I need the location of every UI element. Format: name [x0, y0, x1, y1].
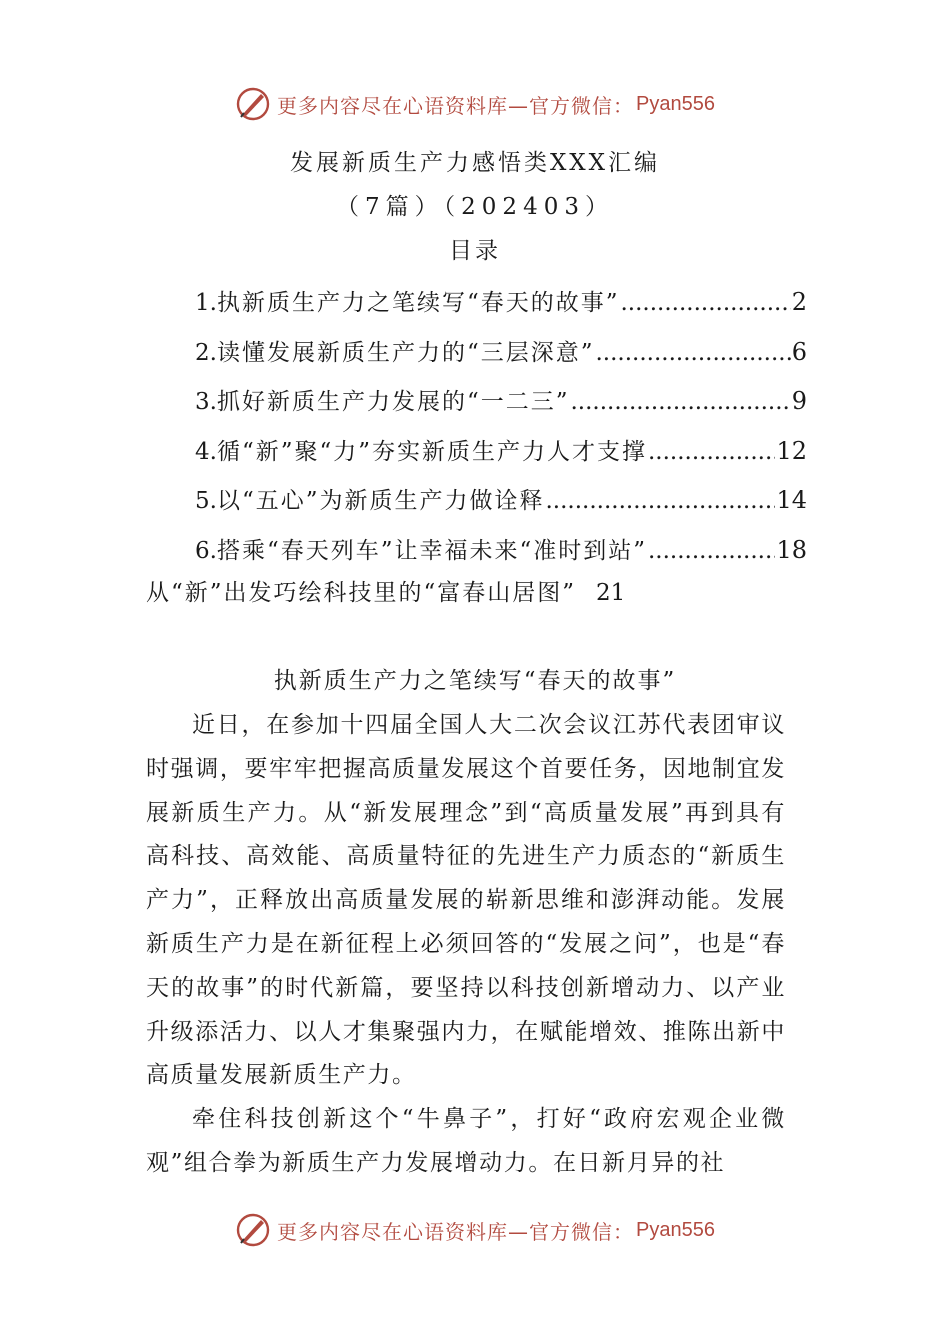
toc-item-4[interactable] — [195, 433, 807, 483]
toc-item-number: 3. — [195, 389, 217, 415]
toc-leader-dots — [648, 538, 775, 564]
document-title: 发展新质生产力感悟类XXX汇编 — [289, 150, 661, 176]
watermark-text: 更多内容尽在心语资料库—官方微信： — [277, 93, 635, 118]
article-paragraph: 牵住科技创新这个“牛鼻子”，打好“政府宏观企业微观”组合拳为新质生产力发展增动力。在日新月异的社 — [146, 1106, 786, 1176]
toc-item-title: 读懂发展新质生产力的“三层深意” — [216, 339, 595, 366]
toc-leader-dots — [648, 439, 775, 465]
document-subtitle: （7篇）（202403） — [336, 194, 614, 220]
toc-item-page: 12 — [776, 436, 807, 465]
toc-item-number: 6. — [195, 537, 217, 564]
toc-item-title: 抓好新质生产力发展的“一二三” — [216, 389, 570, 415]
toc-item-3[interactable] — [195, 383, 807, 433]
toc-item-title: 从“新”出发巧绘科技里的“富春山居图” — [146, 580, 577, 606]
article-body — [146, 704, 786, 1186]
quill-pen-logo-icon — [235, 1212, 271, 1248]
toc-item-5[interactable] — [195, 482, 807, 532]
toc-heading: 目录 — [449, 238, 501, 264]
watermark-wechat-id: Pyan556 — [636, 1218, 715, 1241]
toc-item-1[interactable] — [195, 284, 807, 334]
toc-leader-dots — [595, 340, 790, 366]
watermark-wechat-id: Pyan556 — [636, 92, 715, 115]
toc-item-page: 21 — [596, 580, 626, 606]
toc-item-page: 2 — [791, 288, 807, 316]
toc-item-page: 18 — [776, 535, 807, 564]
toc-leader-dots — [570, 389, 790, 415]
watermark-bottom — [0, 1210, 950, 1250]
toc-item-2[interactable] — [195, 334, 807, 384]
toc-item-page: 6 — [791, 337, 807, 366]
toc-leader-dots — [545, 488, 775, 514]
toc-item-number: 2. — [195, 339, 217, 366]
toc-item-title: 以“五心”为新质生产力做诠释 — [216, 488, 545, 514]
toc-item-7[interactable] — [146, 574, 625, 607]
article-title: 执新质生产力之笔续写“春天的故事” — [273, 668, 677, 694]
toc-leader-dots — [620, 290, 790, 316]
toc-item-number: 1. — [195, 290, 217, 316]
toc-item-page: 9 — [791, 387, 807, 415]
article-paragraph: 近日，在参加十四届全国人大二次会议江苏代表团审议时强调，要牢牢把握高质量发展这个首要任务，因地制宜发展新质生产力。从“新发展理念”到“高质量发展”再到具有高科技、高效能、高质量特征的先进生产力质态的“新质生产力”，正释放出高质量发展的崭新思维和澎湃动能。发展新质生产力是在新征程上必须回答的“发展之问”，也是“春天的故事”的时代新篇，要坚持以科技创新增动力、以产业升级添活力、以人才集聚强内力，在赋能增效、推陈出新中高质量发展新质生产力。 — [146, 712, 786, 1089]
toc-item-number: 5. — [195, 488, 217, 514]
table-of-contents — [195, 284, 807, 581]
toc-item-title: 循“新”聚“力”夯实新质生产力人才支撑 — [216, 438, 647, 465]
toc-item-title: 执新质生产力之笔续写“春天的故事” — [216, 290, 620, 316]
watermark-text: 更多内容尽在心语资料库—官方微信： — [277, 1219, 635, 1244]
toc-item-title: 搭乘“春天列车”让幸福未来“准时到站” — [216, 537, 647, 564]
toc-item-page: 14 — [776, 486, 807, 514]
watermark-top — [0, 84, 950, 124]
toc-item-number: 4. — [195, 438, 217, 465]
quill-pen-logo-icon — [235, 86, 271, 122]
